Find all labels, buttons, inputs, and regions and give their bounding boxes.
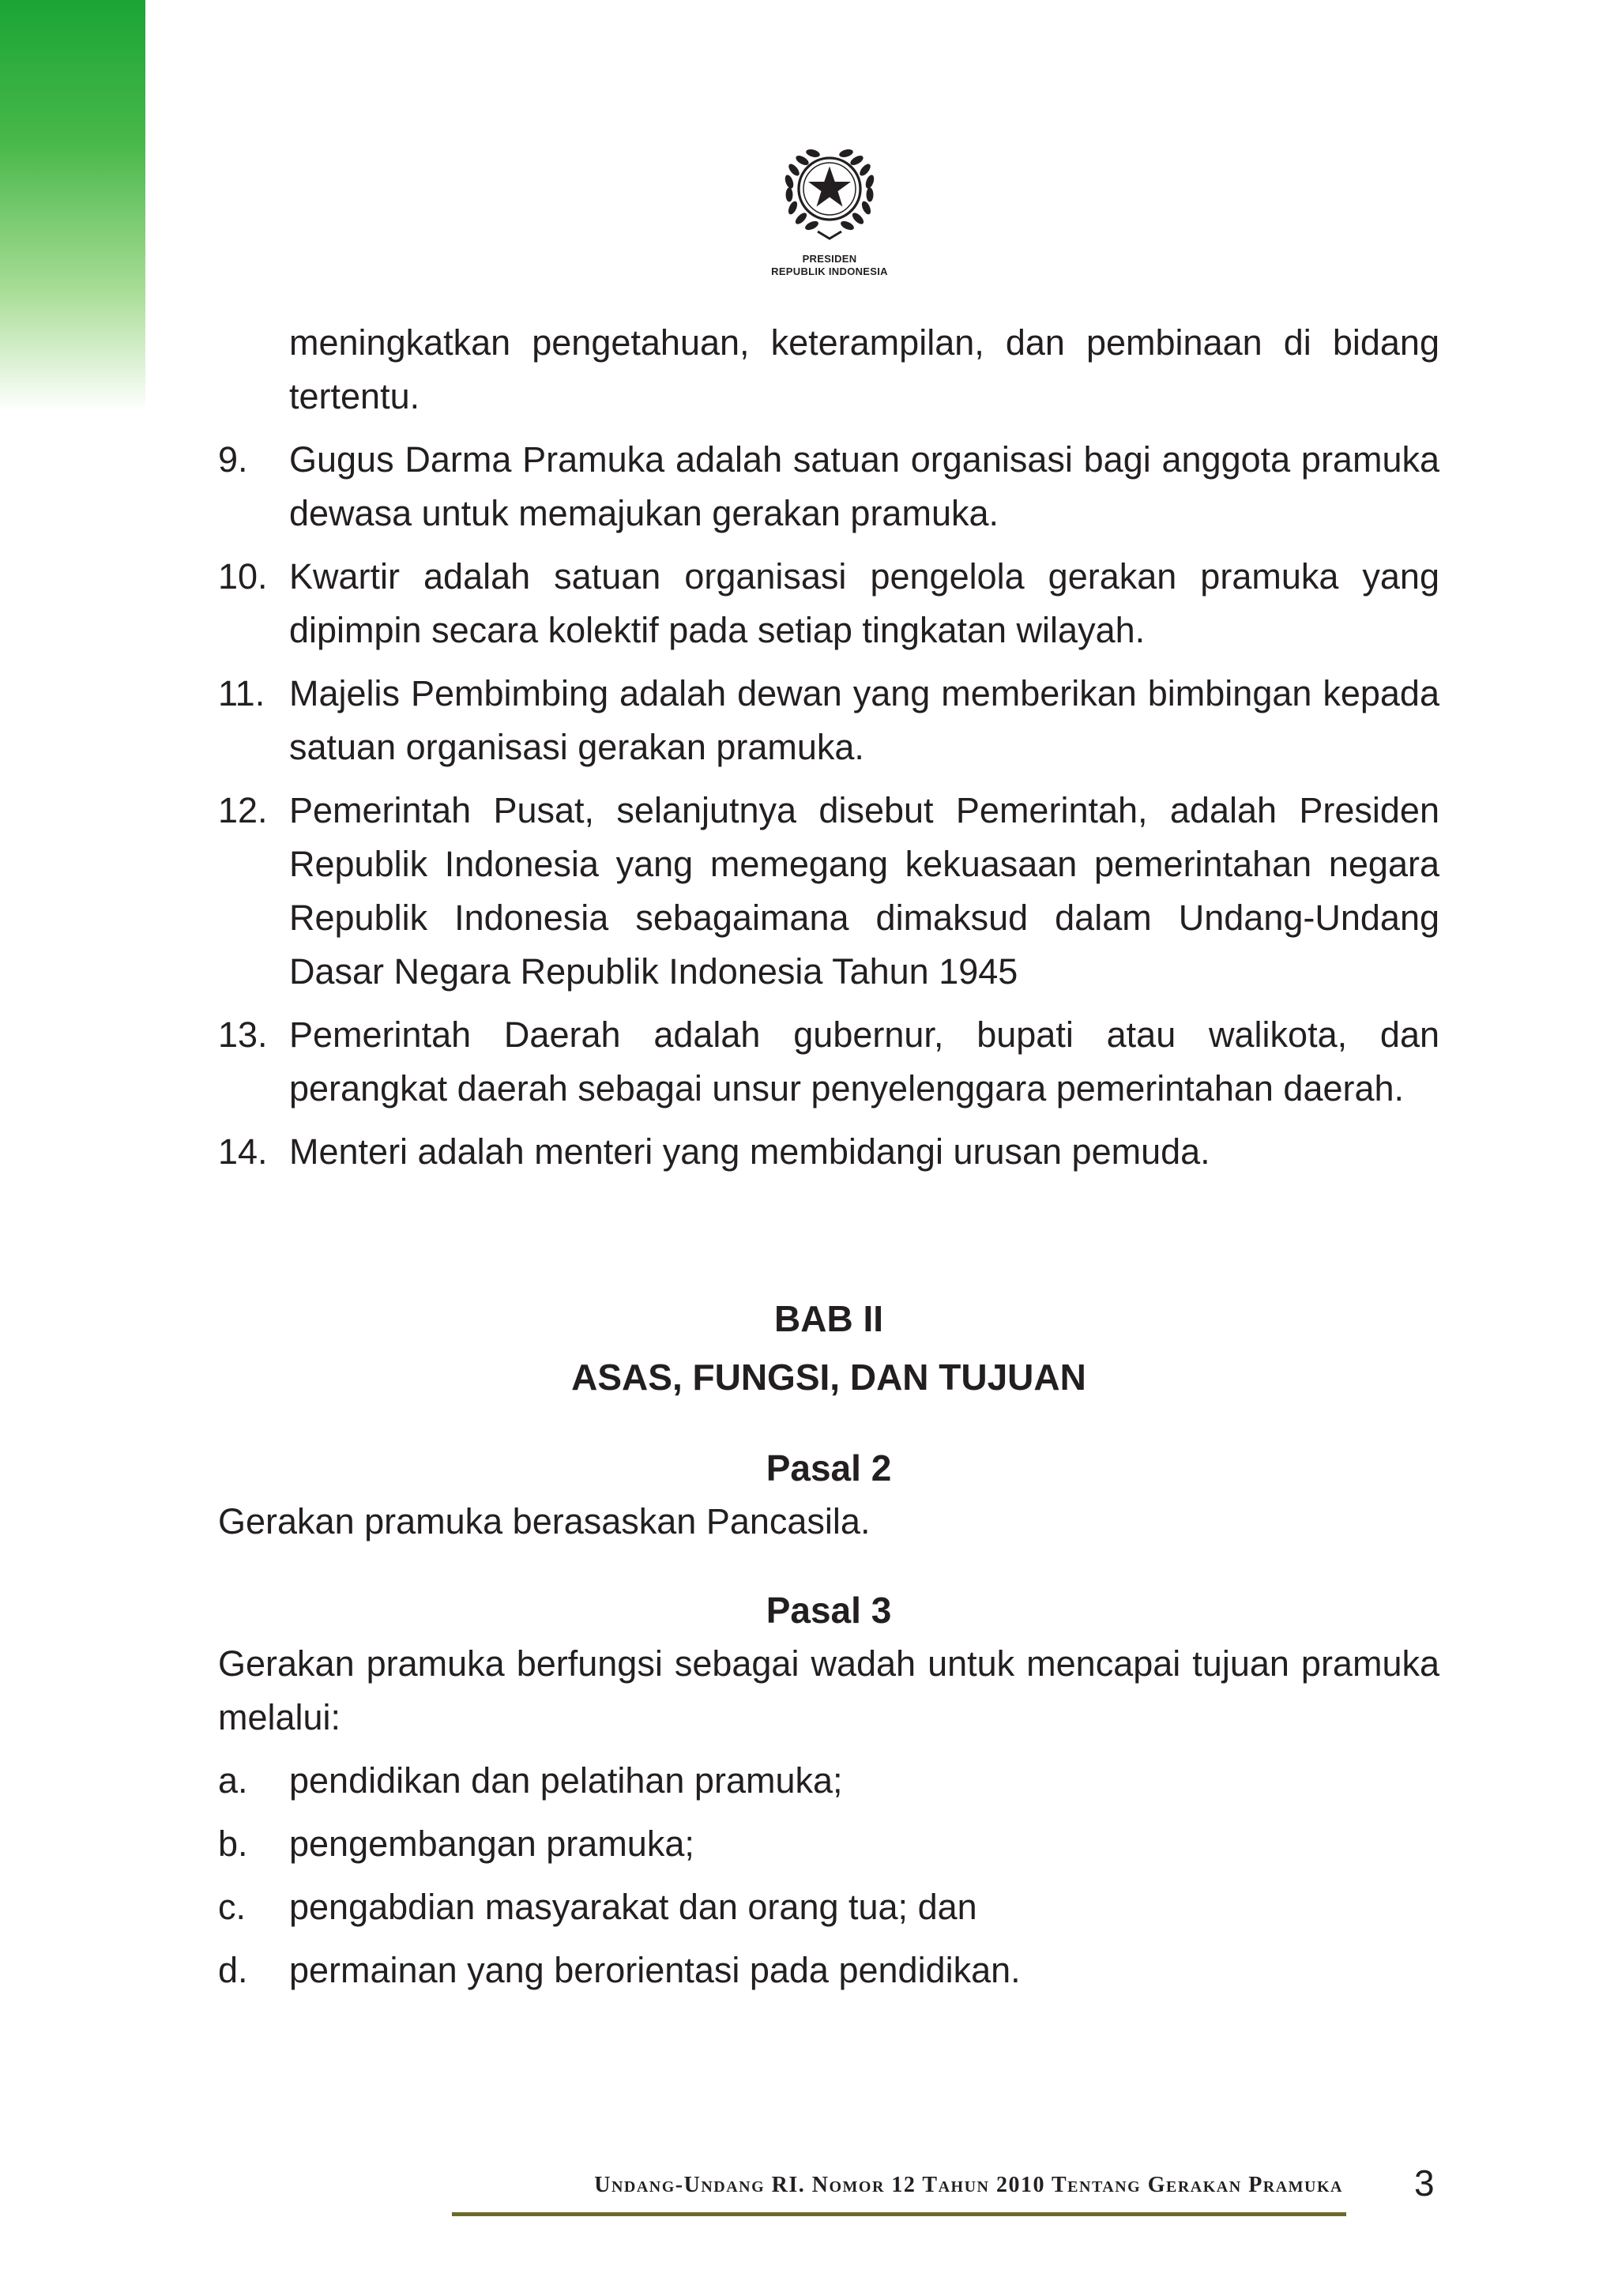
article-3-text: Gerakan pramuka berfungsi sebagai wadah untuk mencapai tujuan pramuka melalui:	[218, 1643, 1439, 1737]
definition-item	[218, 550, 1439, 657]
list-text: pengabdian masyarakat dan orang tua; dan	[289, 1887, 977, 1927]
article-heading-3: Pasal 3	[766, 1590, 892, 1631]
list-text: pengembangan pramuka;	[289, 1824, 694, 1864]
article-3-list-item	[218, 1880, 1439, 1934]
list-text: pendidikan dan pelatihan pramuka;	[289, 1760, 843, 1801]
definition-number: 11.	[218, 673, 265, 713]
seal-caption-president: PRESIDEN	[802, 253, 857, 265]
definition-number: 14.	[218, 1131, 268, 1172]
page-number: 3	[1414, 2162, 1435, 2204]
definition-text: Pemerintah Daerah adalah gubernur, bupati atau walikota, dan perangkat daerah sebagai unsur penyelenggara pemerintahan daerah.	[289, 1014, 1439, 1108]
decorative-green-band	[0, 0, 145, 411]
definition-item	[218, 667, 1439, 774]
article-3-list-item	[218, 1944, 1439, 1997]
chapter-number: BAB II	[774, 1298, 883, 1339]
chapter-title: ASAS, FUNGSI, DAN TUJUAN	[571, 1357, 1086, 1398]
definition-number: 10.	[218, 556, 268, 597]
article-3-list-item	[218, 1754, 1439, 1808]
definition-number: 13.	[218, 1014, 268, 1055]
article-heading-2: Pasal 2	[766, 1447, 892, 1489]
definition-text: Menteri adalah menteri yang membidangi urusan pemuda.	[289, 1131, 1210, 1172]
presidential-seal	[743, 134, 916, 278]
list-letter: d.	[218, 1950, 248, 1990]
article-2-text: Gerakan pramuka berasaskan Pancasila.	[218, 1501, 871, 1541]
footer-divider	[452, 2212, 1346, 2216]
definition-text: Kwartir adalah satuan organisasi pengelola gerakan pramuka yang dipimpin secara kolektif pada setiap tingkatan wilayah.	[289, 556, 1439, 650]
definition-text: Gugus Darma Pramuka adalah satuan organisasi bagi anggota pramuka dewasa untuk memajukan gerakan pramuka.	[289, 439, 1439, 533]
list-letter: a.	[218, 1760, 248, 1801]
definition-item	[218, 1125, 1439, 1179]
article-3-list-item	[218, 1817, 1439, 1871]
definition-text: Pemerintah Pusat, selanjutnya disebut Pemerintah, adalah Presiden Republik Indonesia yang memegang kekuasaan pemerintahan negara Republik Indonesia sebagaimana dimaksud dalam Undang-Undang Dasar Negara Republik Indonesia Tahun 1945	[289, 790, 1439, 992]
definition-item	[218, 784, 1439, 999]
garuda-star-wreath-seal-icon	[770, 134, 889, 253]
seal-caption-republic: REPUBLIK INDONESIA	[771, 265, 888, 277]
definition-item	[218, 433, 1439, 540]
definition-number: 12.	[218, 790, 268, 830]
chapter-heading	[218, 1289, 1439, 1406]
definition-number: 9.	[218, 439, 248, 480]
definition-text: Majelis Pembimbing adalah dewan yang memberikan bimbingan kepada satuan organisasi gerakan pramuka.	[289, 673, 1439, 767]
continued-definition-text: meningkatkan pengetahuan, keterampilan, dan pembinaan di bidang tertentu.	[289, 322, 1439, 416]
definition-item	[218, 1008, 1439, 1116]
list-letter: b.	[218, 1824, 248, 1864]
list-text: permainan yang berorientasi pada pendidikan.	[289, 1950, 1021, 1990]
list-letter: c.	[218, 1887, 246, 1927]
running-footer-title: Undang-Undang RI. Nomor 12 Tahun 2010 Tentang Gerakan Pramuka	[594, 2173, 1343, 2197]
document-body	[218, 316, 1439, 2007]
